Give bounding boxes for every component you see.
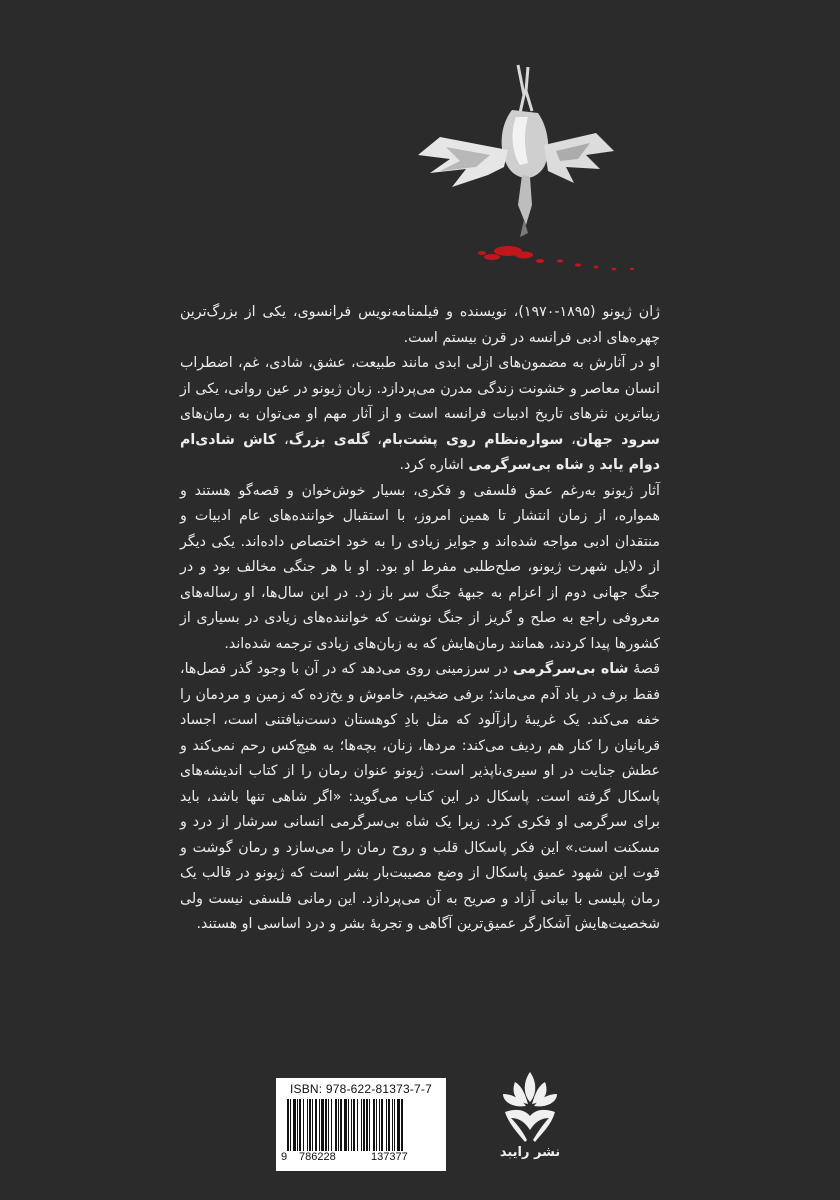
blurb-paragraph-4: [180, 657, 660, 938]
isbn-barcode: [276, 1078, 446, 1171]
barcode-bar: [363, 1099, 365, 1151]
barcode-bar: [373, 1099, 375, 1151]
barcode-bar: [340, 1099, 342, 1151]
back-cover-blurb: [180, 300, 660, 938]
barcode-bar: [338, 1099, 339, 1151]
barcode-bar: [366, 1099, 368, 1151]
blurb-paragraph-2: [180, 351, 660, 479]
barcode-bar: [376, 1099, 377, 1151]
barcode-bar: [344, 1099, 347, 1151]
barcode-bar: [328, 1099, 329, 1151]
barcode-bar: [381, 1099, 383, 1151]
barcode-bar: [351, 1099, 352, 1151]
barcode-bar: [319, 1099, 320, 1151]
barcode-bar: [335, 1099, 337, 1151]
barcode-digits: [283, 1151, 439, 1165]
barcode-digit-prefix: 9: [281, 1151, 288, 1163]
barcode-bar: [312, 1099, 313, 1151]
book-title-galle-bozorg: گله‌ی بزرگ: [288, 431, 370, 448]
separator: ،: [563, 431, 576, 448]
barcode-bar: [392, 1099, 393, 1151]
book-title-shah-bisargarmi: شاه بی‌سرگرمی: [512, 661, 629, 677]
barcode-bar: [331, 1099, 332, 1151]
publisher-name: نشر رایبد: [499, 1145, 561, 1160]
book-title-sorud-jahan: سرود جهان: [575, 431, 660, 448]
blurb-paragraph-1: ژان ژیونو (۱۸۹۵-۱۹۷۰)، نویسنده و فیلمنامه‌نویس فرانسوی، یکی از بزرگ‌ترین چهره‌های ادبی فرانسه در قرن بیستم است.: [180, 304, 660, 346]
barcode-bar: [379, 1099, 380, 1151]
barcode-bar: [321, 1099, 324, 1151]
barcode-bar: [397, 1099, 400, 1151]
falling-bird-illustration: [400, 55, 650, 285]
barcode-bar: [325, 1099, 327, 1151]
barcode-bar: [297, 1099, 298, 1151]
barcode-bar: [386, 1099, 387, 1151]
book-title-shah-bisargarmi: شاه بی‌سرگرمی: [468, 457, 584, 473]
barcode-bar: [303, 1099, 304, 1151]
barcode-bars: [283, 1099, 439, 1151]
barcode-bar: [357, 1099, 358, 1151]
blurb-text: قصۀ: [628, 661, 660, 677]
separator: و: [583, 457, 600, 473]
barcode-bar: [361, 1099, 362, 1151]
barcode-bar: [394, 1099, 395, 1151]
barcode-bar: [388, 1099, 390, 1151]
book-title-savarenezam: سواره‌نظام روی پشت‌بام: [381, 431, 564, 448]
barcode-digits-left: 786228: [299, 1151, 336, 1163]
blurb-text: اشاره کرد.: [399, 457, 469, 473]
barcode-bar: [401, 1099, 403, 1151]
barcode-bar: [353, 1099, 355, 1151]
book-title-kash-shadi: کاش شادی‌ام دوام یابد: [180, 431, 660, 473]
barcode-bar: [369, 1099, 370, 1151]
barcode-bar: [348, 1099, 349, 1151]
barcode-bar: [287, 1099, 289, 1151]
blurb-paragraph-3: آثار ژیونو به‌رغم عمق فلسفی و فکری، بسیار خوش‌خوان و قصه‌گو هستند و همواره، از زمان انتشار تا همین امروز، با استقبال خواننده‌های عام ادبیات و منتقدان ادبی مواجه شده‌اند و جوایز زیادی را به خود اختصاص داده‌اند. یکی دیگر از دلایل شهرت ژیونو، صلح‌طلبی مفرط او بود. او با هر جنگی مخالف بود و در جنگ جهانی دوم از اعزام به جبهۀ جنگ سر باز زد. در این سال‌ها، او رساله‌های معروفی راجع به صلح و گریز از جنگ نوشت که خواننده‌های زیادی در بسیاری از کشورها پیدا کردند، همانند رمان‌هایش که به زبان‌های زیادی ترجمه شده‌اند.: [180, 482, 660, 652]
separator: ،: [369, 431, 382, 448]
barcode-bar: [309, 1099, 311, 1151]
barcode-bar: [293, 1099, 296, 1151]
blurb-text: در سرزمینی روی می‌دهد که در آن با وجود گذر فصل‌ها، فقط برف در یاد آدم می‌ماند؛ برفی ضخیم، خاموش و یخ‌زده که زمین و مردمان را خفه می‌کند. یک غریبۀ رازآلود که مثل بادِ کوهستان دست‌نیافتنی است، اجساد قربانیان را کنار هم ردیف می‌کند: مردها، زنان، بچه‌ها؛ به هیچ‌کس رحم نمی‌کند و عطش جنایت در او سیری‌ناپذیر است. ژیونو عنوان رمان را از کتاب اندیشه‌های پاسکال گرفته است. پاسکال در این کتاب می‌گوید: «اگر شاهی تنها باشد، باید برای سرگرمی او فکری کرد. زیرا یک شاه بی‌سرگرمی انسانی سرشار از درد و مسکنت است.» این فکر پاسکال قلب و روح رمان را می‌سازد و رمان گوشت و قوت این شهود عمیق پاسکال از وضع مصیبت‌بار بشر است که ژیونو در قالب یک رمان پلیسی با بیانی آزاد و صریح به آن می‌پردازد. این رمانی فلسفی نیست ولی شخصیت‌هایش آشکارگر عمیق‌ترین آگاهی و تجربۀ بشر و درد اساسی او هستند.: [180, 661, 660, 932]
isbn-label: ISBN: 978-622-81373-7-7: [289, 1082, 433, 1096]
barcode-digits-right: 137377: [371, 1151, 408, 1163]
blurb-text: او در آثارش به مضمون‌های ازلی ابدی مانند طبیعت، عشق، شادی، غم، اضطراب انسان معاصر و خشونت زندگی مدرن می‌پردازد. زبان ژیونو در عین روانی، یکی از زیباترین نثرهای تاریخ ادبیات فرانسه است و از آثار مهم او می‌توان به رمان‌های: [180, 355, 660, 422]
separator: ،: [276, 431, 289, 448]
barcode-bar: [299, 1099, 301, 1151]
barcode-bar: [315, 1099, 317, 1151]
barcode-bar: [307, 1099, 308, 1151]
barcode-bar: [290, 1099, 291, 1151]
